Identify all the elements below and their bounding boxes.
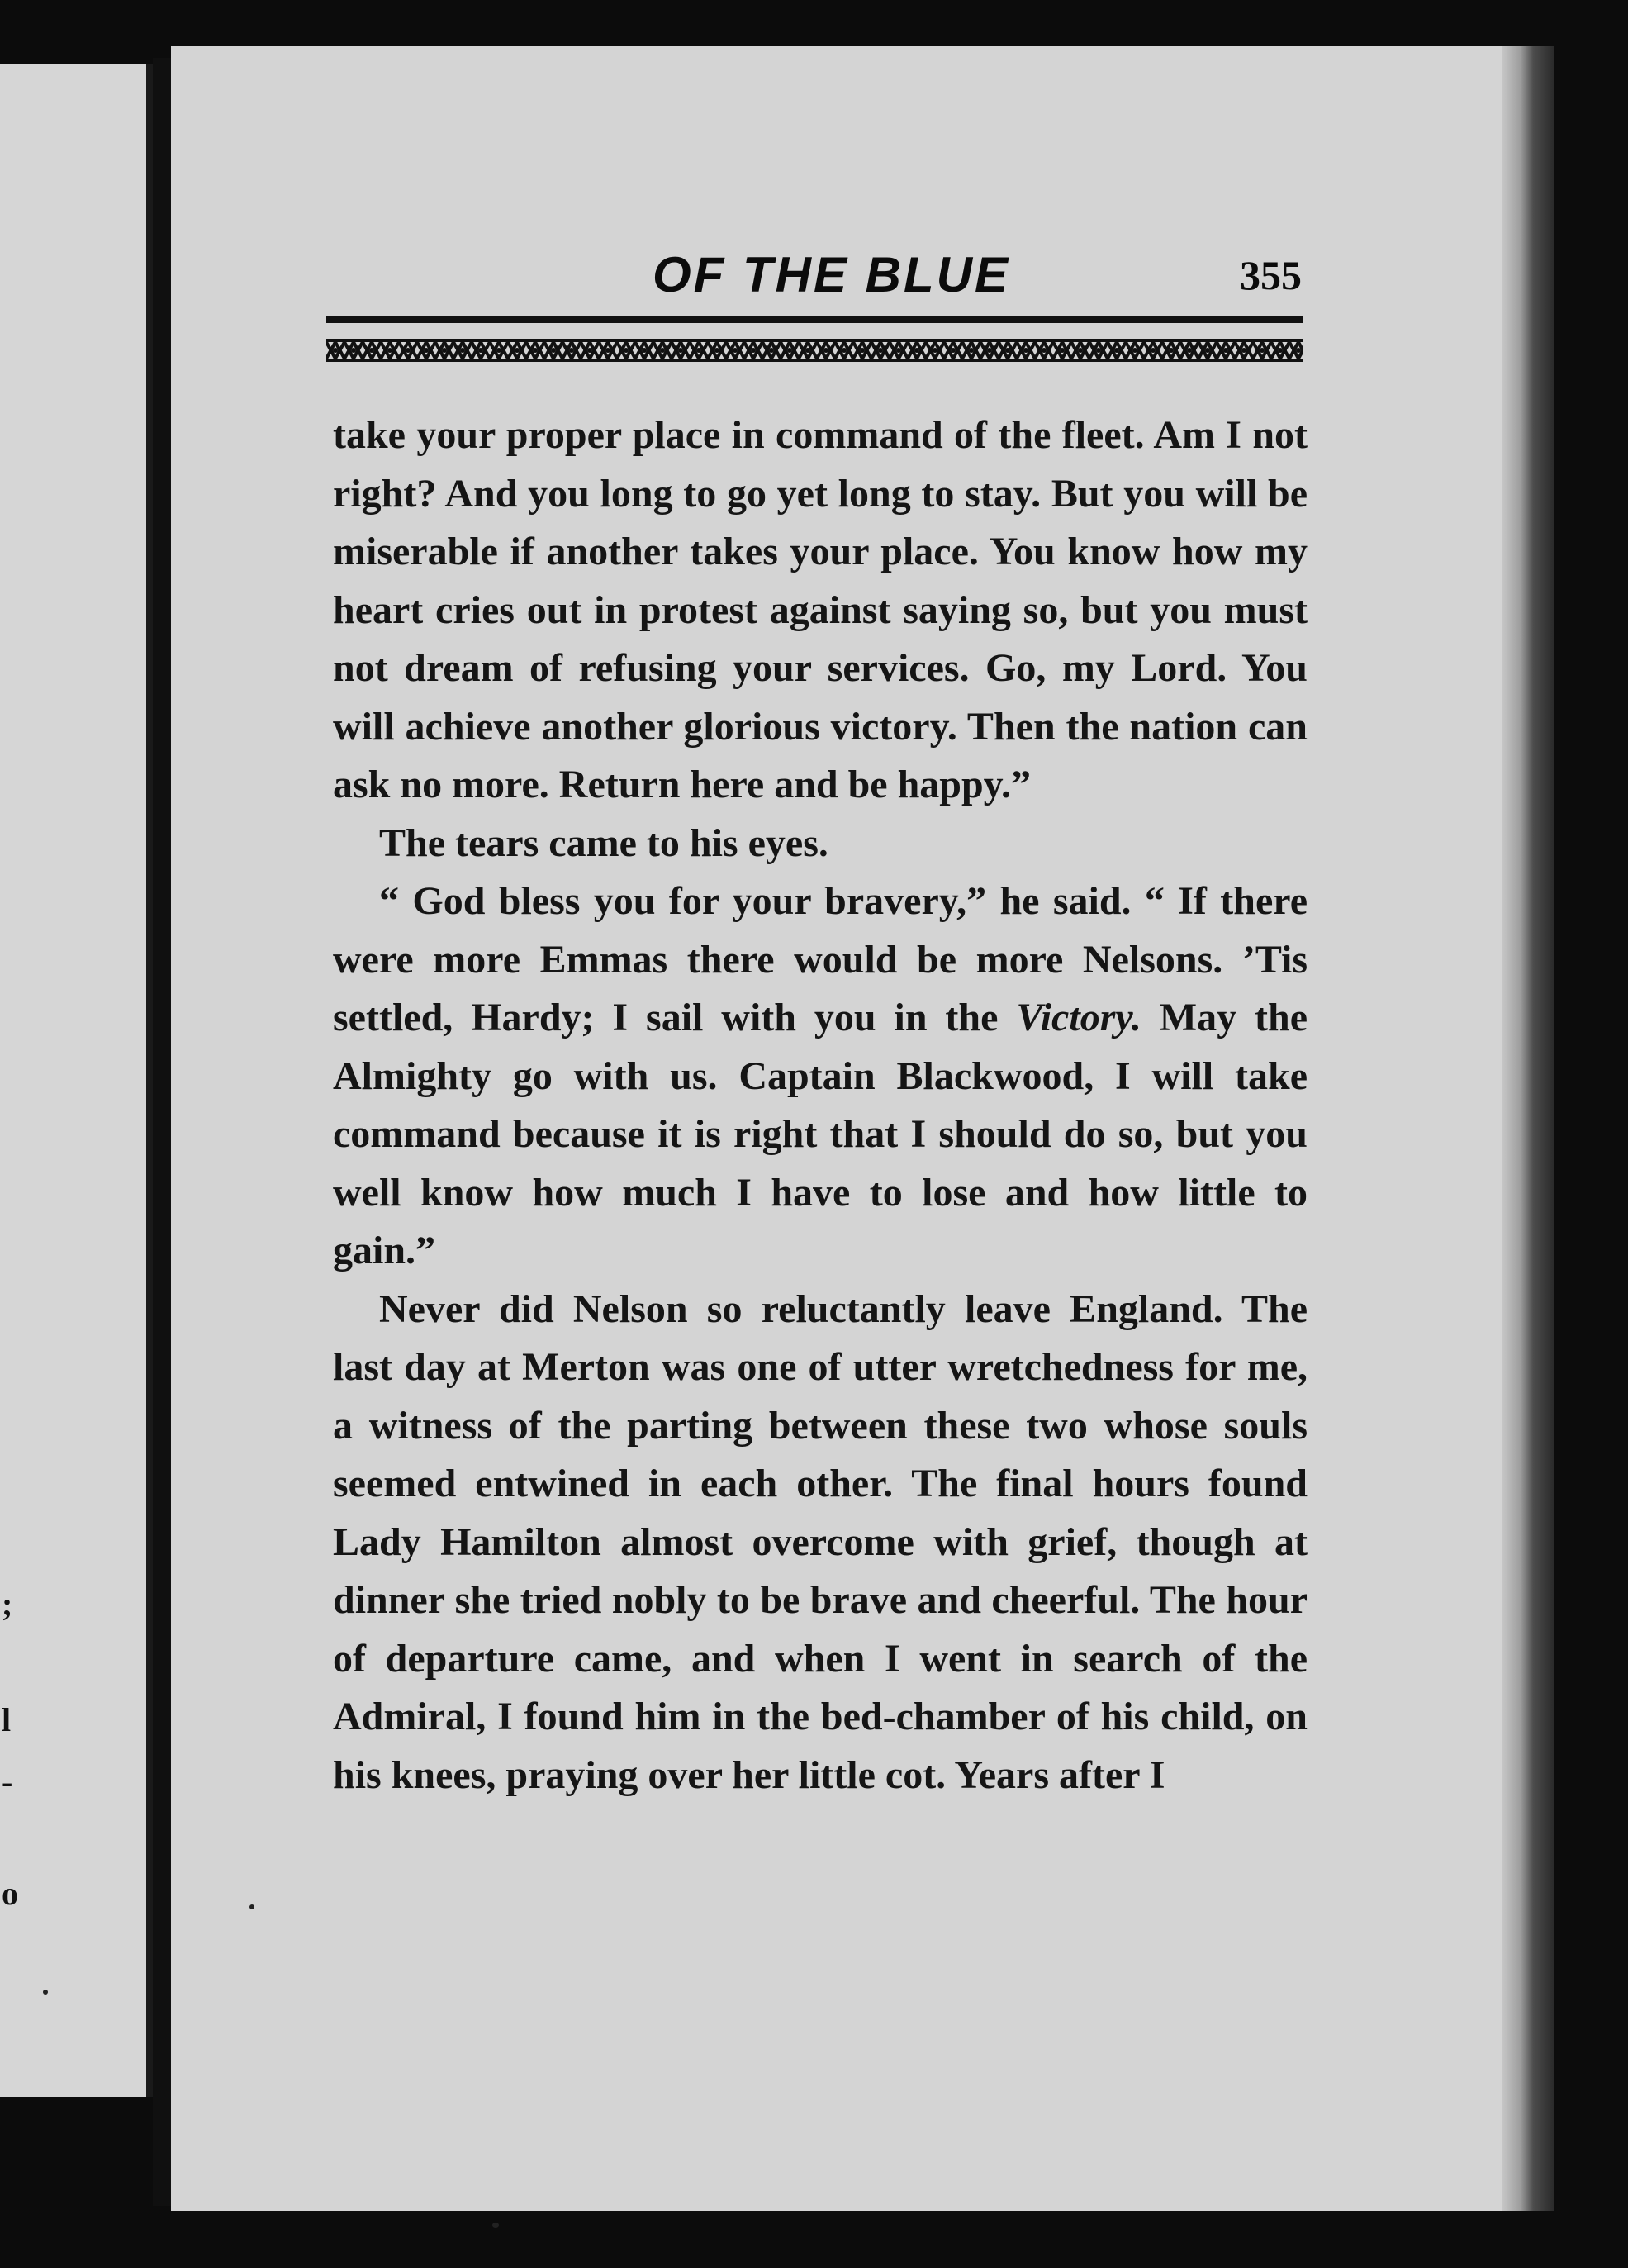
book-gutter xyxy=(153,58,171,2206)
facing-page-fragment: l xyxy=(2,1701,12,1738)
speck xyxy=(492,2223,499,2228)
body-text xyxy=(333,407,1308,1804)
running-head-title: OF THE BLUE xyxy=(653,247,1010,302)
paragraph xyxy=(333,872,1308,1281)
header-rule xyxy=(326,316,1303,323)
page-stack-edge xyxy=(1502,46,1554,2211)
speck xyxy=(43,1990,48,1995)
page-number: 355 xyxy=(1240,252,1302,298)
running-head xyxy=(326,246,1303,312)
facing-page-edge xyxy=(146,64,153,2097)
facing-page-fragment: ; xyxy=(2,1586,13,1623)
paragraph: Never did Nelson so reluctantly leave England. The last day at Merton was one of utter wretchedness for me, a witness of the parting between these two whose souls seemed entwined in each other. The final hours found Lady Hamilton almost overcome with grief, though at dinner she tried nobly to be brave and cheerful. The hour of departure came, and when I went in search of the Admiral, I found him in the bed-chamber of his child, on his knees, praying over her little cot. Years after I xyxy=(333,1286,1308,1797)
quote-text: “ God bless you for your bravery,” he said. “ If there were more Emmas there would be more Nelsons. ’Tis settled, Hardy; I sail with you in the xyxy=(333,879,1308,1039)
facing-page-fragment: - xyxy=(2,1763,13,1800)
paragraph: The tears came to his eyes. xyxy=(379,820,828,865)
speck xyxy=(249,1904,254,1909)
ornamental-border xyxy=(326,334,1303,367)
ship-name: Victory. xyxy=(1016,996,1141,1039)
facing-page-fragment: o xyxy=(2,1875,18,1912)
quote-text: May the Almighty go with us. Captain Blackwood, I will take command because it is right that I should do so, but you well know how much I have to lose and how little to gain.” xyxy=(333,996,1308,1272)
paragraph: take your proper place in command of the fleet. Am I not right? And you long to go yet long to stay. But you will be miserable if another takes your place. You know how my heart cries out in protest against saying so, but you must not dream of refusing your services. Go, my Lord. You will achieve another glorious victory. Then the nation can ask no more. Return here and be happy.” xyxy=(333,413,1308,806)
facing-page xyxy=(0,64,153,2097)
